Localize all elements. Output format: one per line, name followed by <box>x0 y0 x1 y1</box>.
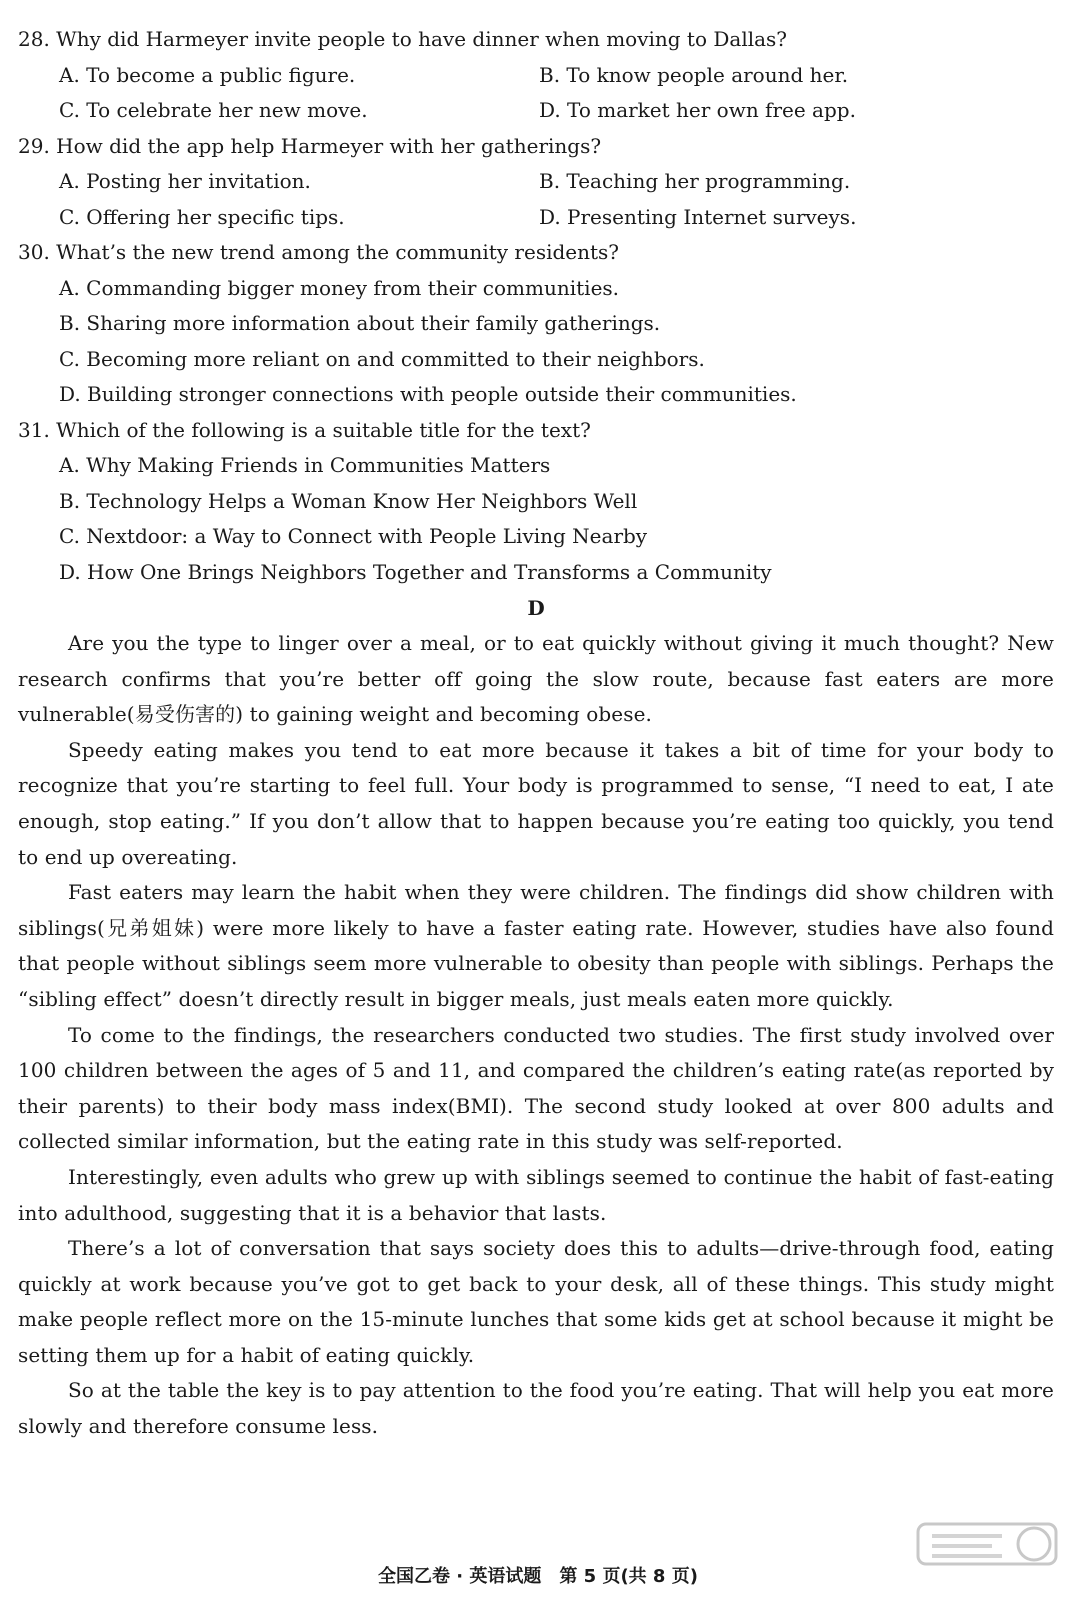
option-c: C. Offering her specific tips. <box>59 204 345 229</box>
option-d: D. Presenting Internet surveys. <box>539 204 857 229</box>
paragraph: There’s a lot of conversation that says society does this to adults—drive-through food, eating quickly at work because you’ve got to get back to your desk, all of these things. This study might make people reflect more on the 15-minute lunches that some kids get at school because it might be setting them up for a habit of eating quickly. <box>18 1236 1054 1367</box>
option-b: B. To know people around her. <box>539 62 849 87</box>
option-d: D. How One Brings Neighbors Together and Transforms a Community <box>59 559 772 584</box>
paragraph: Fast eaters may learn the habit when they were children. The findings did show children with siblings(兄弟姐妹) were more likely to have a faster eating rate. However, studies have also found that people without siblings seem more vulnerable to obesity than people with siblings. Perhaps the “sibling effect” doesn’t directly result in bigger meals, just meals eaten more quickly. <box>18 880 1054 1011</box>
passage <box>18 626 1054 1445</box>
watermark-logo-icon <box>912 1518 1062 1588</box>
paragraph: To come to the findings, the researchers conducted two studies. The first study involved over 100 children between the ages of 5 and 11, and compared the children’s eating rate(as reported by their parents) to their body mass index(BMI). The second study looked at over 800 adults and collected similar information, but the eating rate in this study was self-reported. <box>18 1022 1054 1154</box>
option-a: A. Commanding bigger money from their communities. <box>59 275 620 300</box>
paragraph: Are you the type to linger over a meal, or to eat quickly without giving it much thought? New research confirms that you’re better off going the slow route, because fast eaters are more vulnerable(易受伤害的) to gaining weight and becoming obese. <box>18 631 1054 727</box>
question-stem: 28. Why did Harmeyer invite people to have dinner when moving to Dallas? <box>18 27 788 51</box>
question-stem: 30. What’s the new trend among the community residents? <box>18 240 620 264</box>
option-d: D. To market her own free app. <box>539 98 856 122</box>
option-c: C. To celebrate her new move. <box>59 98 368 122</box>
option-c: C. Becoming more reliant on and committed to their neighbors. <box>59 346 705 371</box>
option-a: A. To become a public figure. <box>59 62 356 87</box>
option-a: A. Why Making Friends in Communities Matters <box>59 453 551 477</box>
question-30 <box>18 235 1054 413</box>
watermark-logo <box>912 1518 1062 1588</box>
option-a: A. Posting her invitation. <box>59 169 311 193</box>
question-stem: 31. Which of the following is a suitable title for the text? <box>18 417 591 442</box>
question-29 <box>18 129 1054 236</box>
option-b: B. Sharing more information about their family gatherings. <box>59 311 661 335</box>
paragraph: So at the table the key is to pay attention to the food you’re eating. That will help you eat more slowly and therefore consume less. <box>18 1378 1054 1439</box>
question-31 <box>18 413 1054 591</box>
question-28 <box>18 22 1054 129</box>
option-b: B. Teaching her programming. <box>539 169 851 193</box>
question-stem: 29. How did the app help Harmeyer with her gatherings? <box>18 133 602 158</box>
option-d: D. Building stronger connections with people outside their communities. <box>59 382 797 406</box>
option-b: B. Technology Helps a Woman Know Her Neighbors Well <box>59 488 638 513</box>
section-heading: D <box>527 596 545 620</box>
exam-page <box>18 22 1054 1445</box>
option-c: C. Nextdoor: a Way to Connect with People Living Nearby <box>59 524 648 548</box>
paragraph: Interestingly, even adults who grew up with siblings seemed to continue the habit of fast-eating into adulthood, suggesting that it is a behavior that lasts. <box>18 1164 1054 1225</box>
page-footer: 全国乙卷 · 英语试题 第 5 页(共 8 页) <box>378 1566 698 1587</box>
paragraph: Speedy eating makes you tend to eat more because it takes a bit of time for your body to recognize that you’re starting to feel full. Your body is programmed to sense, “I need to eat, I ate enough, stop eating.” If you don’t allow that to happen because you’re eating too quickly, you tend to end up overeating. <box>18 737 1054 869</box>
